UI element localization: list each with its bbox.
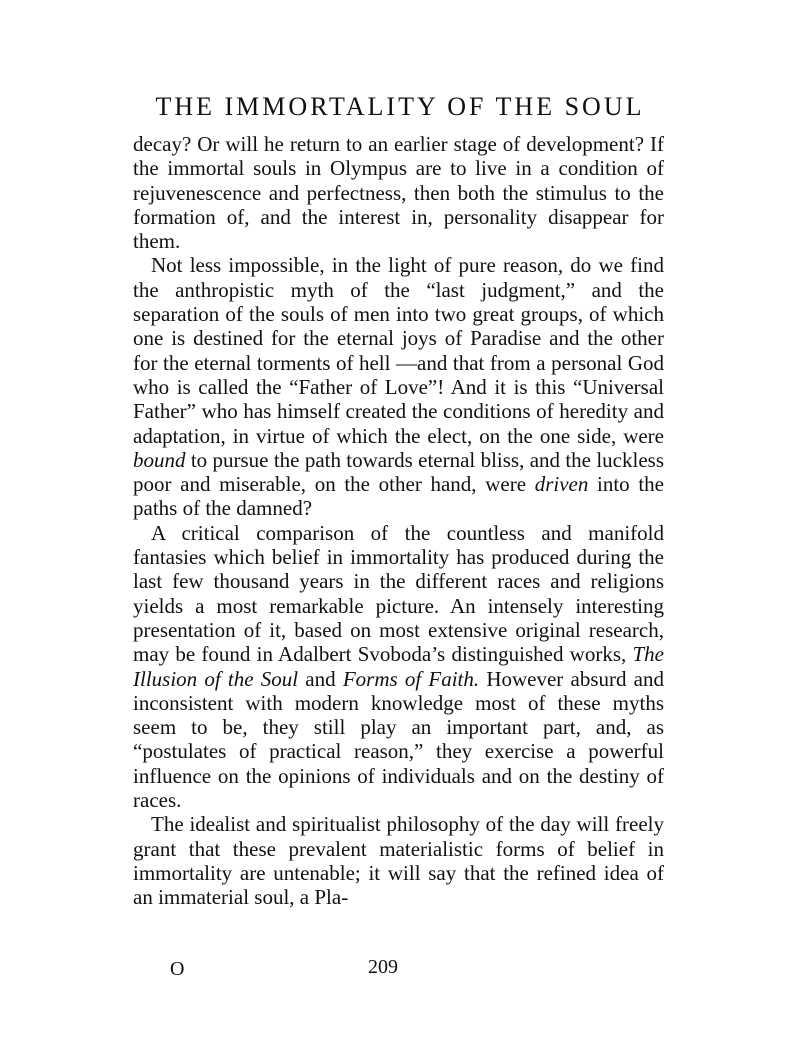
- paragraph: [133, 812, 664, 909]
- text-run: decay? Or will he return to an earlier stage of development? If the immortal souls in Olympus are to live in a condition of rejuvenescence and perfectness, then both the stimulus to the formation of, and the interest in, personality disappear for them.: [133, 132, 664, 254]
- text-run: The idealist and spiritualist philosophy of the day will freely grant that these prevalent materialistic forms of belief in immortality are untenable; it will say that the refined idea of an immaterial soul, a Pla-: [133, 812, 664, 910]
- text-run: to pursue the path towards eternal bliss, and the luckless poor and miserable, on the other hand, were: [133, 447, 664, 497]
- paragraph: [133, 521, 664, 813]
- italic-text: The Illusion of the Soul: [133, 642, 664, 691]
- text-run: into the paths of the damned?: [133, 472, 664, 521]
- running-head: THE IMMORTALITY OF THE SOUL: [155, 92, 645, 121]
- italic-text: Forms of Faith.: [342, 666, 480, 691]
- paragraph: [133, 132, 664, 253]
- italic-text: driven: [534, 472, 589, 497]
- body-text: [133, 132, 664, 910]
- text-run: Not less impossible, in the light of pure reason, do we find the anthropistic myth of the “last judgment,” and the separation of the souls of men into two great groups, of which one is destined for the eternal joys of Paradise and the other for the eternal torments of hell —and that from a personal God who is called the “Father of Love”! And it is this “Universal Father” who has himself created the conditions of heredity and adaptation, in virtue of which the elect, on the one side, were: [133, 253, 664, 448]
- paragraph: [133, 253, 664, 520]
- signature-mark: O: [170, 958, 185, 980]
- page-number: 209: [368, 956, 398, 978]
- text-run: However absurd and inconsistent with modern knowledge most of these myths seem to be, they still play an important part, and, as “postulates of practical reason,” they exercise a powerful influence on the opinions of individuals and on the destiny of races.: [133, 666, 665, 813]
- italic-text: bound: [133, 447, 186, 472]
- text-run: A critical comparison of the countless and manifold fantasies which belief in immortality has produced during the last few thousand years in the different races and religions yields a most remarkable picture. An intensely interesting presentation of it, based on most extensive original research, may be found in Adalbert Svoboda’s distinguished works,: [133, 520, 664, 667]
- text-run: and: [298, 666, 343, 691]
